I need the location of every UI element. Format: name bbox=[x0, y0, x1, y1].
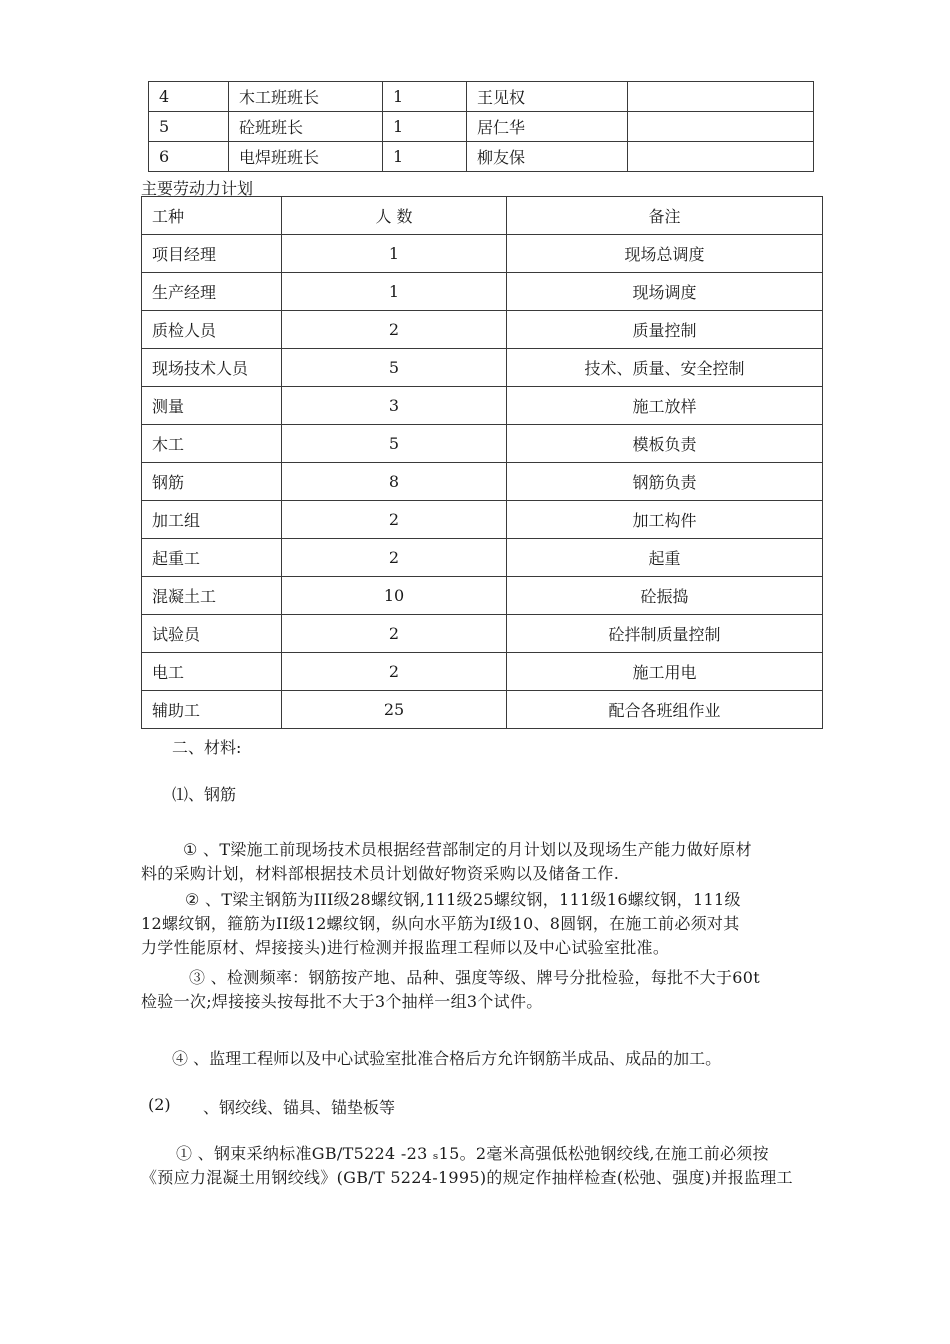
table-row bbox=[142, 349, 823, 387]
table-cell: 2 bbox=[282, 653, 507, 691]
text-line: 料的采购计划，材料部根据技术员计划做好物资采购以及储备工作. bbox=[141, 864, 620, 883]
header-cell: 备注 bbox=[507, 197, 823, 235]
table-row bbox=[149, 112, 814, 142]
table-cell: 加工构件 bbox=[507, 501, 823, 539]
text-line: ③ 、检测频率：钢筋按产地、品种、强度等级、牌号分批检验，每批不大于60t bbox=[189, 968, 760, 987]
table-header-row bbox=[142, 197, 823, 235]
table-cell bbox=[628, 142, 814, 172]
table-cell: 8 bbox=[282, 463, 507, 501]
table-row bbox=[149, 142, 814, 172]
table-cell: 电焊班班长 bbox=[229, 142, 383, 172]
labor-plan-table bbox=[141, 196, 823, 729]
table-cell: 质检人员 bbox=[142, 311, 282, 349]
table-row bbox=[142, 463, 823, 501]
table-cell: 加工组 bbox=[142, 501, 282, 539]
paragraph-3 bbox=[141, 966, 841, 1014]
table-cell: 1 bbox=[282, 235, 507, 273]
table-cell: 2 bbox=[282, 501, 507, 539]
table-row bbox=[142, 311, 823, 349]
header-cell: 工种 bbox=[142, 197, 282, 235]
table-cell: 1 bbox=[383, 82, 467, 112]
table-row bbox=[142, 387, 823, 425]
table-row bbox=[142, 273, 823, 311]
table-cell: 4 bbox=[149, 82, 229, 112]
table-cell: 钢筋 bbox=[142, 463, 282, 501]
table-cell: 砼班班长 bbox=[229, 112, 383, 142]
table-cell: 辅助工 bbox=[142, 691, 282, 729]
text-line: 12螺纹钢，箍筋为II级12螺纹钢，纵向水平筋为I级10、8圆钢，在施工前必须对其 bbox=[141, 914, 740, 933]
table-row bbox=[142, 653, 823, 691]
table-cell: 3 bbox=[282, 387, 507, 425]
paragraph-1 bbox=[141, 838, 841, 886]
table-cell: 砼振捣 bbox=[507, 577, 823, 615]
subsection-heading-strand: 、钢绞线、锚具、锚垫板等 bbox=[203, 1098, 396, 1117]
labor-plan-caption: 主要劳动力计划 bbox=[141, 179, 254, 198]
table-cell: 1 bbox=[282, 273, 507, 311]
table-cell: 1 bbox=[383, 142, 467, 172]
table-cell: 生产经理 bbox=[142, 273, 282, 311]
table-cell: 1 bbox=[383, 112, 467, 142]
table-cell: 现场技术人员 bbox=[142, 349, 282, 387]
text-line: ① 、钢束采纳标准GB/T5224 -23 ₛ15。2毫米高强低松弛钢绞线,在施工前必须按 bbox=[176, 1144, 769, 1163]
table-cell: 现场总调度 bbox=[507, 235, 823, 273]
table-row bbox=[142, 235, 823, 273]
text-line: 检验一次;焊接接头按每批不大于3个抽样一组3个试件。 bbox=[141, 992, 543, 1011]
section-heading: 二、材料: bbox=[172, 738, 242, 757]
table-cell: 项目经理 bbox=[142, 235, 282, 273]
table-cell: 5 bbox=[149, 112, 229, 142]
text-line: ② 、T梁主钢筋为III级28螺纹钢,111级25螺纹钢，111级16螺纹钢，111级 bbox=[185, 890, 741, 909]
text-line: 力学性能原材、焊接接头)进行检测并报监理工程师以及中心试验室批准。 bbox=[141, 938, 670, 957]
table-cell: 木工 bbox=[142, 425, 282, 463]
table-cell: 起重 bbox=[507, 539, 823, 577]
table-row bbox=[142, 615, 823, 653]
table-cell: 25 bbox=[282, 691, 507, 729]
table-cell: 2 bbox=[282, 539, 507, 577]
subsection-heading-rebar: ⑴、钢筋 bbox=[172, 785, 237, 804]
table-cell: 质量控制 bbox=[507, 311, 823, 349]
table-cell: 王见权 bbox=[467, 82, 628, 112]
table-cell: 试验员 bbox=[142, 615, 282, 653]
table-cell: 模板负责 bbox=[507, 425, 823, 463]
table-cell: 施工用电 bbox=[507, 653, 823, 691]
text-line: ① 、T梁施工前现场技术员根据经营部制定的月计划以及现场生产能力做好原材 bbox=[183, 840, 752, 859]
table-cell bbox=[628, 82, 814, 112]
table-cell: 居仁华 bbox=[467, 112, 628, 142]
text-line: 《预应力混凝土用钢绞线》(GB/T 5224-1995)的规定作抽样检查(松弛、强度)并报监理工 bbox=[141, 1168, 793, 1187]
table-cell bbox=[628, 112, 814, 142]
table-cell: 施工放样 bbox=[507, 387, 823, 425]
paragraph-4: ④ 、监理工程师以及中心试验室批准合格后方允许钢筋半成品、成品的加工。 bbox=[172, 1049, 722, 1068]
table-cell: 现场调度 bbox=[507, 273, 823, 311]
table-cell: 测量 bbox=[142, 387, 282, 425]
table-row bbox=[149, 82, 814, 112]
table-cell: 起重工 bbox=[142, 539, 282, 577]
table-row bbox=[142, 691, 823, 729]
table-cell: 5 bbox=[282, 349, 507, 387]
table-cell: 技术、质量、安全控制 bbox=[507, 349, 823, 387]
table-cell: 5 bbox=[282, 425, 507, 463]
table-row bbox=[142, 539, 823, 577]
table-row bbox=[142, 501, 823, 539]
subsection-number: (2) bbox=[148, 1095, 171, 1114]
table-cell: 2 bbox=[282, 615, 507, 653]
table-cell: 10 bbox=[282, 577, 507, 615]
paragraph-5 bbox=[141, 1142, 841, 1190]
table-cell: 砼拌制质量控制 bbox=[507, 615, 823, 653]
header-cell: 人 数 bbox=[282, 197, 507, 235]
table-cell: 混凝土工 bbox=[142, 577, 282, 615]
staff-table bbox=[148, 81, 814, 172]
table-cell: 钢筋负责 bbox=[507, 463, 823, 501]
paragraph-2 bbox=[141, 888, 841, 960]
table-row bbox=[142, 425, 823, 463]
table-cell: 配合各班组作业 bbox=[507, 691, 823, 729]
table-row bbox=[142, 577, 823, 615]
table-cell: 电工 bbox=[142, 653, 282, 691]
table-cell: 2 bbox=[282, 311, 507, 349]
table-cell: 柳友保 bbox=[467, 142, 628, 172]
table-cell: 6 bbox=[149, 142, 229, 172]
table-cell: 木工班班长 bbox=[229, 82, 383, 112]
